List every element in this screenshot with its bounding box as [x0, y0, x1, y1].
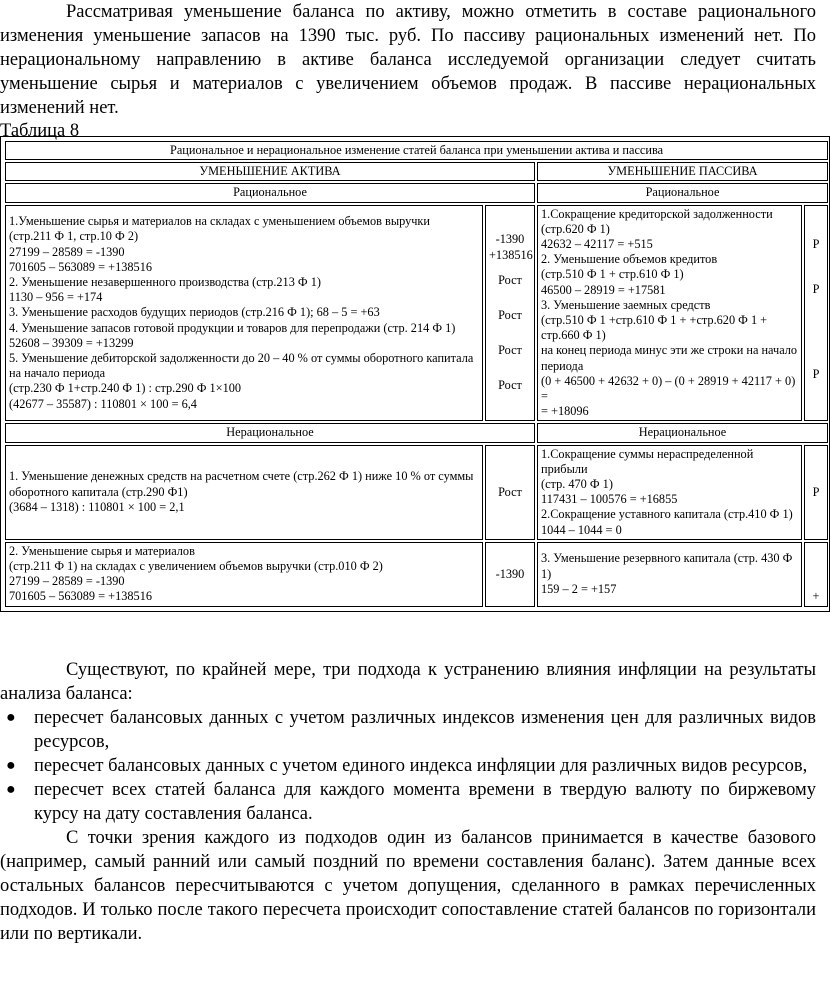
rational-asset-line: 4. Уменьшение запасов готовой продукции и товаров для перепродажи (стр. 214 Ф 1) 52608 – 39309 = +13299 — [9, 320, 456, 350]
balance-table — [3, 139, 830, 609]
irrational-liability-line: 1.Сокращение суммы нераспределенной прибыли — [541, 446, 754, 476]
list-item: ● пересчет балансовых данных с учетом различных индексов изменения цен для различных видов ресурсов, — [6, 708, 816, 752]
rational-asset-value: Рост — [498, 378, 522, 393]
irrational-asset-line: 1. Уменьшение денежных средств на расчетном счете (стр.262 Ф 1) ниже 10 % от суммы оборотного капитала (стр.290 Ф1) — [9, 469, 474, 499]
irrational-asset-line: (3684 – 1318) : 110801 × 100 = 2,1 — [9, 499, 185, 514]
irrational-liability-value-1: Р — [804, 445, 828, 540]
rational-assets-cell — [5, 205, 483, 422]
base-balance-paragraph: С точки зрения каждого из подходов один из балансов принимается в качестве базового (например, самый ранний или самый поздний по времени составления баланс). Затем данные всех остальных балансов пересчитываются с учетом допущения, сделанного в рамках перечисленных подходов. И только после такого пересчета происходит сопоставление статей балансов по горизонтали или по вертикали. — [0, 828, 816, 944]
rational-liability-value: Р — [812, 367, 820, 382]
rational-liability-line: 2. Уменьшение объемов кредитов — [541, 252, 718, 267]
rational-liability-line: (стр.510 Ф 1 + стр.610 Ф 1) — [541, 267, 684, 282]
liability-header: УМЕНЬШЕНИЕ ПАССИВА — [537, 162, 828, 181]
irrational-asset-label: Нерациональное — [5, 423, 535, 442]
irrational-assets-cell-1 — [5, 445, 483, 540]
intro-section — [0, 0, 816, 142]
table-label: Таблица 8 — [0, 121, 80, 141]
rational-asset-label: Рациональное — [5, 183, 535, 202]
rational-liability-line: 1.Сокращение кредиторской задолженности (стр.620 Ф 1) — [541, 206, 773, 236]
bullet-icon: ● — [6, 781, 16, 798]
list-item: ● пересчет балансовых данных с учетом единого индекса инфляции для различных видов ресурсов, — [6, 756, 808, 776]
rational-asset-line: (стр.230 Ф 1+стр.240 Ф 1) : стр.290 Ф 1×100 — [9, 381, 242, 396]
rational-liability-values-cell — [804, 205, 828, 422]
rational-liability-line: (стр.510 Ф 1 +стр.610 Ф 1 + +стр.620 Ф 1 + стр.660 Ф 1) — [541, 313, 768, 343]
approaches-list — [0, 706, 816, 826]
rational-asset-value: Рост — [498, 308, 522, 323]
irrational-liability-line: 3. Уменьшение резервного капитала (стр. 430 Ф 1) — [541, 551, 793, 581]
rational-asset-line: 1.Уменьшение сырья и материалов на складах с уменьшением объемов выручки — [9, 214, 430, 229]
intro-paragraph: Рассматривая уменьшение баланса по активу, можно отметить в составе рационального изменения уменьшение запасов на 1390 тыс. руб. По пассиву рациональных изменений нет. По нерациональному направлению в активе баланса исследуемой организации следует считать уменьшение сырья и материалов с увеличением объемов продаж. В пассиве нерациональных изменений нет. — [0, 2, 816, 118]
list-item: ● пересчет всех статей баланса для каждого момента времени в твердую валюту по биржевому курсу на дату составления баланса. — [6, 780, 816, 824]
rational-liabilities-cell — [537, 205, 802, 422]
rational-asset-line: 701605 – 563089 = +138516 — [9, 259, 152, 274]
asset-header: УМЕНЬШЕНИЕ АКТИВА — [5, 162, 535, 181]
irrational-asset-value-1: Рост — [485, 445, 535, 540]
approaches-paragraph: Существуют, по крайней мере, три подхода к устранению влияния инфляции на результаты анализа баланса: — [0, 660, 816, 704]
rational-asset-line: 2. Уменьшение незавершенного производства (стр.213 Ф 1) — [9, 275, 321, 290]
rational-asset-value: -1390 — [495, 232, 525, 247]
rational-liability-line: на конец периода минус эти же строки на начало периода — [541, 343, 798, 373]
inflation-section — [0, 658, 816, 946]
rational-asset-line: (42677 – 35587) : 110801 × 100 = 6,4 — [9, 396, 197, 411]
irrational-liabilities-cell-2 — [537, 542, 802, 607]
bullet-icon: ● — [6, 709, 16, 726]
irrational-liability-line: (стр. 470 Ф 1) — [541, 477, 613, 492]
rational-asset-value: Рост — [498, 343, 522, 358]
rational-liability-line: 46500 – 28919 = +17581 — [541, 282, 666, 297]
rational-asset-line: 27199 – 28589 = -1390 — [9, 244, 125, 259]
irrational-asset-value-2: -1390 — [485, 542, 535, 607]
rational-liability-line: (0 + 46500 + 42632 + 0) – (0 + 28919 + 42117 + 0) = — [541, 373, 796, 404]
rational-asset-value: Рост — [498, 272, 522, 287]
bullet-icon: ● — [6, 757, 16, 774]
irrational-assets-cell-2 — [5, 542, 483, 607]
rational-asset-values-cell — [485, 205, 535, 422]
irrational-asset-line: 701605 – 563089 = +138516 — [9, 589, 152, 604]
rational-liability-label: Рациональное — [537, 183, 828, 202]
irrational-liability-line: 159 – 2 = +157 — [541, 581, 617, 596]
irrational-liabilities-cell-1 — [537, 445, 802, 540]
rational-asset-line: 5. Уменьшение дебиторской задолженности до 20 – 40 % от суммы оборотного капитала на начало периода — [9, 351, 474, 381]
rational-liability-line: = +18096 — [541, 404, 589, 419]
rational-asset-value: +138516 — [489, 247, 533, 262]
irrational-asset-line: 2. Уменьшение сырья и материалов — [9, 543, 195, 558]
irrational-liability-line: 2.Сокращение уставного капитала (стр.410 Ф 1) — [541, 507, 793, 522]
irrational-asset-line: 27199 – 28589 = -1390 — [9, 574, 125, 589]
rational-asset-line: 3. Уменьшение расходов будущих периодов (стр.216 Ф 1); 68 – 5 = +63 — [9, 305, 380, 320]
irrational-liability-value-2: + — [804, 542, 828, 607]
irrational-liability-label: Нерациональное — [537, 423, 828, 442]
rational-asset-line: 1130 – 956 = +174 — [9, 290, 103, 305]
rational-liability-value: Р — [812, 236, 820, 251]
balance-table-frame — [0, 136, 830, 612]
irrational-asset-line: (стр.211 Ф 1) на складах с увеличением объемов выручки (стр.010 Ф 2) — [9, 559, 383, 574]
rational-liability-value: Р — [812, 281, 820, 296]
rational-liability-line: 3. Уменьшение заемных средств — [541, 297, 711, 312]
rational-asset-line: (стр.211 Ф 1, стр.10 Ф 2) — [9, 229, 139, 244]
table-title: Рациональное и нерациональное изменение статей баланса при уменьшении актива и пассива — [5, 141, 828, 160]
irrational-liability-line: 1044 – 1044 = 0 — [541, 522, 622, 537]
rational-liability-line: 42632 – 42117 = +515 — [541, 237, 653, 252]
irrational-liability-line: 117431 – 100576 = +16855 — [541, 492, 678, 507]
